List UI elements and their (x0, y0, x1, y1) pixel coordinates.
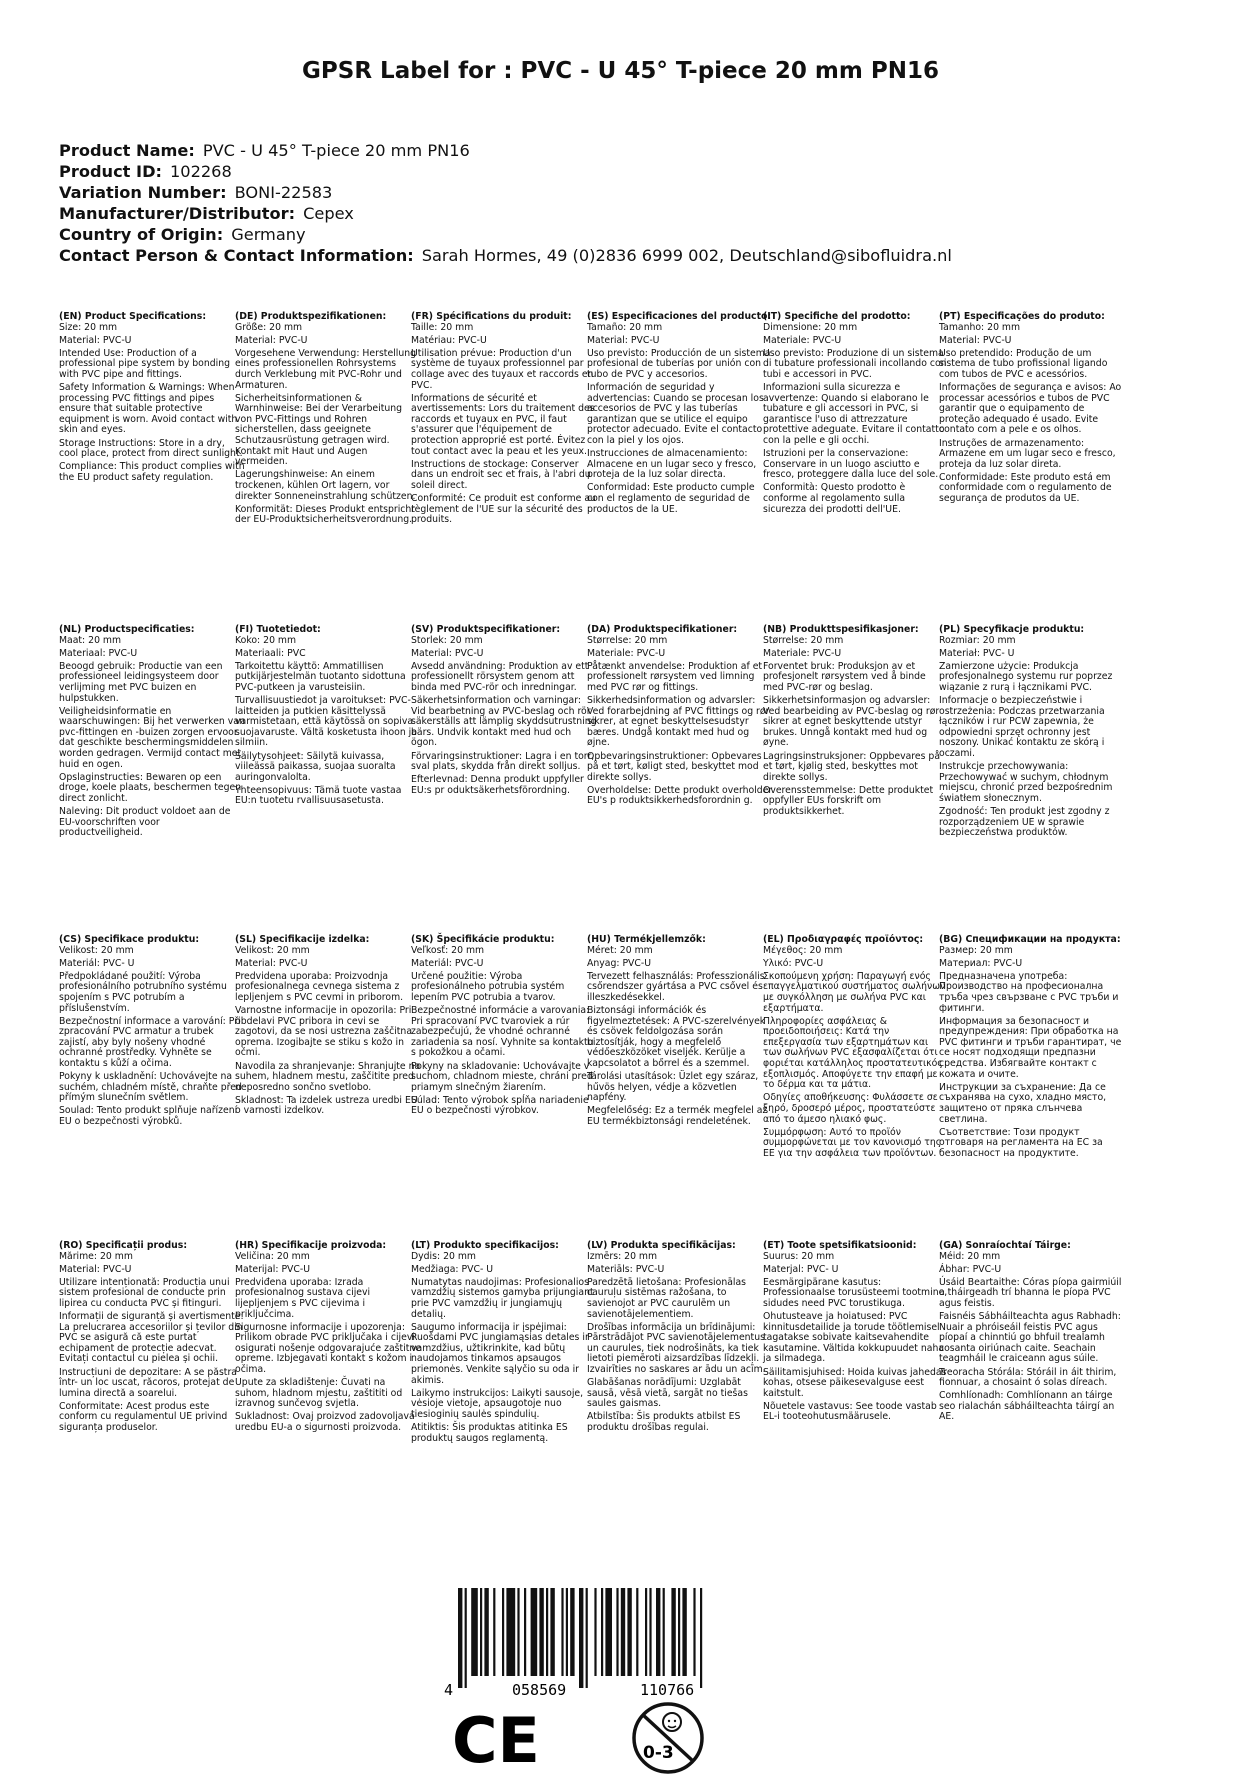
age-warning-icon (630, 1700, 706, 1776)
ce-mark-icon (452, 1710, 542, 1770)
barcode-bar (621, 1588, 625, 1676)
spec-block (235, 1241, 421, 1436)
spec-line: Avsedd användning: Produktion av ett professionellt rörsystem genom att binda med PVC-rör och inredningar. (411, 660, 589, 693)
spec-block (939, 935, 1125, 1162)
spec-line: Størrelse: 20 mm (587, 634, 668, 646)
spec-line: Informations de sécurité et avertissements: Lors du traitement des raccords et tuyaux en PVC, il faut s'assurer que l'équipement de protection approprié est porté. Évitez tout contact avec la peau et les yeux. (411, 392, 595, 457)
spec-line: Istruzioni per la conservazione: Conservare in un luogo asciutto e fresco, proteggere dalla luce del sole. (763, 448, 939, 481)
spec-line: Lagringsinstruksjoner: Oppbevares på et tørt, kjølig sted, beskyttes mot direkte sollys. (763, 750, 941, 783)
spec-title: (BG) Спецификации на продукта: (939, 934, 1121, 945)
barcode-bar (579, 1588, 583, 1688)
spec-line: Μέγεθος: 20 mm (763, 944, 843, 956)
spec-line: Size: 20 mm (59, 321, 118, 333)
spec-line: Lagerungshinweise: An einem trockenen, kühlen Ort lagern, vor direkter Sonneneinstrahlung schützen. (235, 469, 416, 502)
barcode-bar (627, 1588, 631, 1676)
barcode-bar (656, 1588, 660, 1676)
spec-block (411, 625, 597, 799)
spec-line: Material: PVC-U (587, 334, 660, 346)
spec-title: (LV) Produkta specifikācijas: (587, 1240, 736, 1251)
barcode-bar (471, 1588, 478, 1676)
barcode-bar (649, 1588, 651, 1676)
svg-text:0-3: 0-3 (643, 1743, 674, 1763)
spec-line: Σκοπούμενη χρήση: Παραγωγή ενός επαγγελματικού συστήματος σωλήνων με συγκόλληση με σωλήνα PVC και εξαρτήματα. (763, 970, 946, 1014)
barcode-bar (517, 1588, 519, 1676)
spec-block (763, 625, 949, 820)
spec-line: Säilytysohjeet: Säilytä kuivassa, viileässä paikassa, suojaa suoralta auringonvalolta. (235, 750, 396, 783)
spec-line: Conformité: Ce produit est conforme au règlement de l'UE sur la sécurité des produits. (411, 493, 596, 526)
spec-line: Anyag: PVC-U (587, 957, 652, 969)
spec-line: Súlad: Tento výrobok spĺňa nariadenie EU o bezpečnosti výrobkov. (411, 1094, 589, 1117)
spec-line: Informazioni sulla sicurezza e avvertenze: Quando si elaborano le tubature e gli accessori in PVC, si garantisce l'uso di attrezzature protettive adeguate. Evitare il contatto con la pelle e gli occhi. (763, 382, 945, 447)
barcode-bar (682, 1588, 686, 1676)
spec-line: Material: PVC-U (939, 334, 1012, 346)
barcode-bar (616, 1588, 618, 1676)
svg-text:CE: CE (452, 1710, 540, 1770)
spec-line: Informacje o bezpieczeństwie i ostrzeżenia: Podczas przetwarzania łączników i rur PCW zapewnia, że odpowiedni sprzęt ochronny jest noszony. Unikać kontaktu ze skórą i oczami. (939, 695, 1105, 760)
spec-title: (DE) Produktspezifikationen: (235, 311, 387, 322)
spec-line: Určené použitie: Výroba profesionálneho potrubia systém lepením PVC potrubia a tvarov. (411, 970, 565, 1003)
spec-line: Veiligheidsinformatie en waarschuwingen: Bij het verwerken van pvc-fittingen en -buizen zorgen ervoor dat geschikte beschermingsmiddelen worden gedragen. Vermijd contact met huid en ogen. (59, 705, 245, 770)
spec-title: (NL) Productspecificaties: (59, 624, 195, 635)
spec-title: (LT) Produkto specifikacijos: (411, 1240, 559, 1251)
barcode-bar (524, 1588, 526, 1676)
barcode-bar (506, 1588, 515, 1676)
spec-line: Materiale: PVC-U (763, 334, 842, 346)
spec-title: (HU) Termékjellemzők: (587, 934, 706, 945)
spec-line: Materiál: PVC-U (411, 957, 484, 969)
spec-line: Uso previsto: Producción de un sistema profesional de tuberías por unión con tubo de PVC y accesorios. (587, 347, 771, 380)
spec-line: Velikost: 20 mm (59, 944, 134, 956)
barcode-bar (645, 1588, 647, 1676)
spec-line: Naleving: Dit product voldoet aan de EU-voorschriften voor productveiligheid. (59, 806, 231, 839)
barcode-digits-right: 110766 (640, 1681, 695, 1698)
info-country: Country of Origin: Germany (59, 225, 306, 244)
spec-line: Atitiktis: Šis produktas atitinka ES produktų saugos reglamentą. (411, 1422, 568, 1444)
barcode-bar (539, 1588, 543, 1676)
spec-line: Koko: 20 mm (235, 634, 297, 646)
info-product-id: Product ID: 102268 (59, 162, 232, 181)
spec-line: Tervezett felhasználás: Professzionális csőrendszer gyártása a PVC csővel és illeszkedésekkel. (587, 970, 765, 1003)
spec-line: Информация за безопасност и предупреждения: При обработка на PVC фитинги и тръби гарантират, че се носят подходящи предпазни средства. Избягвайте контакт с кожата и очите. (939, 1015, 1122, 1080)
spec-line: Predvidena uporaba: Proizvodnja profesionalnega cevnega sistema z lepljenjem s PVC cevmi in priborom. (235, 970, 404, 1003)
spec-line: Tárolási utasítások: Üzlet egy száraz, hűvös helyen, védje a közvetlen napfény. (587, 1071, 759, 1104)
spec-block (587, 312, 773, 518)
spec-line: Sicherheitsinformationen & Warnhinweise: Bei der Verarbeitung von PVC-Fittings und Rohren sicherstellen, dass geeignete Schutzausrüstung getragen wird. Kontakt mit Haut und Augen vermeiden. (235, 392, 403, 468)
spec-line: Veličina: 20 mm (235, 1250, 310, 1262)
spec-line: Materiaali: PVC (235, 647, 306, 659)
spec-line: Zamierzone użycie: Produkcja profesjonalnego systemu rur poprzez wiązanie z rurą i łącznikami PVC. (939, 660, 1113, 693)
spec-line: Suurus: 20 mm (763, 1250, 835, 1262)
spec-line: Informações de segurança e avisos: Ao processar acessórios e tubos de PVC garantir que o equipamento de proteção adequado é usado. Evite contato com a pele e os olhos. (939, 382, 1122, 436)
spec-line: Materjal: PVC- U (763, 1263, 839, 1275)
spec-title: (EN) Product Specifications: (59, 311, 207, 322)
spec-line: Storage Instructions: Store in a dry, cool place, protect from direct sunlight. (59, 437, 243, 460)
spec-title: (ET) Toote spetsifikatsioonid: (763, 1240, 917, 1251)
spec-block (939, 1241, 1125, 1426)
spec-line: Pokyny k uskladnění: Uchovávejte na suchém, chladném místě, chraňte před přímým slunečním světlem. (59, 1071, 242, 1104)
spec-block (411, 312, 597, 528)
barcode-bar (484, 1588, 488, 1676)
spec-line: Utilisation prévue: Production d'un système de tuyaux professionnel par collage avec des tuyaux et raccords en PVC. (411, 347, 594, 391)
spec-line: Izmērs: 20 mm (587, 1250, 658, 1262)
spec-block (587, 625, 773, 810)
spec-line: Biztonsági információk és figyelmeztetések: A PVC-szerelvények és csövek feldolgozása során biztosítják, hogy a megfelelő védőeszközöket viseljék. Kerülje a kapcsolatot a bőrrel és a szemmel. (587, 1005, 766, 1070)
product-info (59, 140, 1199, 266)
spec-line: Zgodność: Ten produkt jest zgodny z rozporządzeniem UE w sprawie bezpieczeństwa produktów. (939, 806, 1110, 839)
barcode-digits-left: 058569 (512, 1681, 567, 1698)
spec-title: (SV) Produktspecifikationer: (411, 624, 561, 635)
spec-line: Glabāšanas norādījumi: Uzglabāt sausā, vēsā vietā, sargāt no tiešas saules gaismas. (587, 1377, 748, 1410)
spec-title: (RO) Specificații produs: (59, 1240, 188, 1251)
spec-line: Předpokládané použití: Výroba profesionálního potrubního systému spojením s PVC potrubím a příslušenstvím. (59, 970, 227, 1014)
barcode-bar (586, 1588, 588, 1688)
barcode-bar (700, 1588, 702, 1688)
spec-line: Material: PVC-U (411, 647, 484, 659)
spec-line: Bezpečnostní informace a varování: Při zpracování PVC armatur a trubek zajistí, aby byly nošeny vhodné ochranné prostředky. Vyhněte se kontaktu s kůží a očima. (59, 1015, 241, 1070)
spec-line: Sikkerhedsinformation og advarsler: Ved forarbejdning af PVC fittings og rør sikrer, at egnet beskyttelsesudstyr bæres. Undgå kontakt med hud og øjne. (587, 695, 770, 749)
spec-title: (IT) Specifiche del prodotto: (763, 311, 911, 322)
spec-block (59, 1241, 245, 1436)
spec-title: (HR) Specifikacije proizvoda: (235, 1240, 387, 1251)
spec-line: Taille: 20 mm (411, 321, 474, 333)
spec-title: (CS) Specifikace produktu: (59, 934, 200, 945)
spec-title: (PL) Specyfikacje produktu: (939, 624, 1085, 635)
spec-line: Safety Information & Warnings: When processing PVC fittings and pipes ensure that suitable protective equipment is worn. Avoid contact with skin and eyes. (59, 382, 238, 436)
spec-line: Säilitamisjuhised: Hoida kuivas jahedas kohas, otsese päikesevalguse eest kaitstult. (763, 1366, 947, 1399)
spec-title: (GA) Sonraíochtaí Táirge: (939, 1240, 1071, 1251)
spec-block (235, 625, 421, 810)
spec-title: (FI) Tuotetiedot: (235, 624, 321, 635)
spec-line: Instrucțiuni de depozitare: A se păstra într- un loc uscat, răcoros, protejat de lumina directă a soarelui. (59, 1366, 237, 1399)
spec-line: Varnostne informacije in opozorila: Pri obdelavi PVC pribora in cevi se zagotovi, da se nosi ustrezna zaščitna oprema. Izogibajte se stiku s kožo in očmi. (235, 1005, 413, 1059)
spec-line: Sikkerhetsinformasjon og advarsler: Ved bearbeiding av PVC-beslag og rør sikrer at egnet beskyttende utstyr brukes. Unngå kontakt med hud og øyne. (763, 695, 940, 749)
spec-title: (EL) Προδιαγραφές προϊόντος: (763, 934, 924, 945)
spec-line: Säkerhetsinformation och varningar: Vid bearbetning av PVC-beslag och rör säkerställs att lämplig skyddsutrustning bärs. Undvik kontakt med hud och ögon. (411, 695, 597, 749)
barcode-bar (561, 1588, 563, 1676)
barcode-bar (458, 1588, 462, 1688)
info-contact: Contact Person & Contact Information: Sarah Hormes, 49 (0)2836 6999 002, Deutschland@sibofluidra.nl (59, 246, 952, 265)
spec-line: Υλικό: PVC-U (763, 957, 824, 969)
info-product-name: Product Name: PVC - U 45° T-piece 20 mm PN16 (59, 141, 470, 160)
spec-line: Pokyny na skladovanie: Uchovávajte v suchom, chladnom mieste, chráni pred priamym slnečným žiarením. (411, 1060, 593, 1093)
spec-block (763, 312, 949, 518)
barcode-bar (671, 1588, 675, 1676)
spec-line: Veľkosť: 20 mm (411, 944, 485, 956)
spec-line: Compliance: This product complies with the EU product safety regulation. (59, 461, 245, 483)
barcode-bar (546, 1588, 548, 1676)
spec-line: Yhteensopivuus: Tämä tuote vastaa EU:n tuotetu rvallisuusasetusta. (235, 784, 402, 807)
spec-line: Instructions de stockage: Conserver dans un endroit sec et frais, à l'abri du soleil direct. (411, 458, 591, 491)
spec-line: Méid: 20 mm (939, 1250, 1001, 1262)
barcode-bar (480, 1588, 482, 1676)
spec-line: Overholdelse: Dette produkt overholder EU's p roduktsikkerhedsforordnin g. (587, 784, 773, 807)
spec-line: Laikymo instrukcijos: Laikyti sausoje, vėsioje vietoje, apsaugotoje nuo tiesioginių saulės spindulių. (411, 1387, 584, 1420)
spec-line: Conformitate: Acest produs este conform cu regulamentul UE privind siguranța produselor. (59, 1400, 228, 1433)
spec-line: Material: PVC-U (235, 334, 308, 346)
spec-line: Materiaal: PVC-U (59, 647, 138, 659)
barcode-bar (693, 1588, 695, 1676)
spec-line: Materijal: PVC-U (235, 1263, 311, 1275)
spec-line: Upute za skladištenje: Čuvati na suhom, hladnom mjestu, zaštititi od izravnog sunčevog svjetla. (235, 1377, 403, 1410)
spec-line: Medžiaga: PVC- U (411, 1263, 494, 1275)
barcode-bar (678, 1588, 680, 1676)
spec-line: Påtænkt anvendelse: Produktion af et professionelt rørsystem ved limning med PVC rør og fittings. (587, 660, 763, 693)
spec-line: Материал: PVC-U (939, 957, 1023, 969)
spec-line: Οδηγίες αποθήκευσης: Φυλάσσετε σε ξηρό, δροσερό μέρος, προστατεύστε από το άμεσο ηλιακό φως. (763, 1092, 938, 1125)
spec-line: Overensstemmelse: Dette produktet oppfyller EUs forskrift om produktsikkerhet. (763, 784, 934, 817)
spec-line: Instrucciones de almacenamiento: Almacene en un lugar seco y fresco, proteja de la luz solar directa. (587, 448, 757, 481)
spec-title: (PT) Especificações do produto: (939, 311, 1105, 322)
info-variation-number: Variation Number: BONI-22583 (59, 183, 333, 202)
spec-line: Ohutusteave ja hoiatused: PVC kinnitusdetailide ja torude töötlemisel tagatakse sobivate kaitsevahendite kasutamine. Vältida kokkupuudet naha ja silmadega. (763, 1311, 945, 1365)
spec-line: Инструкции за съхранение: Да се съхранява на сухо, хладно място, защитено от пряка слънчева светлина. (939, 1081, 1107, 1125)
spec-line: Ábhar: PVC-U (939, 1263, 1002, 1275)
spec-line: Størrelse: 20 mm (763, 634, 844, 646)
spec-line: Dydis: 20 mm (411, 1250, 476, 1262)
spec-line: Material: PVC-U (59, 1263, 132, 1275)
barcode-bar (465, 1588, 467, 1688)
spec-line: Velikost: 20 mm (235, 944, 310, 956)
spec-line: Предназначена употреба: Производство на професионална тръба чрез свързване с PVC тръби и фитинги. (939, 970, 1119, 1014)
spec-line: Faisnéis Sábháilteachta agus Rabhadh: Nuair a phróiseáil feistis PVC agus píopaí a chinntiú go bhfuil trealamh cosanta oiriúnach caite. Seachain teagmháil le craiceann agus súile. (939, 1311, 1121, 1365)
spec-line: Intended Use: Production of a professional pipe system by bonding with PVC pipe and fittings. (59, 347, 231, 380)
spec-line: Material: PVC-U (235, 957, 308, 969)
spec-line: Megfelelőség: Ez a termék megfelel az EU termékbiztonsági rendeletének. (587, 1105, 768, 1127)
spec-line: Συμμόρφωση: Αυτό το προϊόν συμμορφώνεται με τον κανονισμό της ΕΕ για την ασφάλεια των προϊόντων. (763, 1126, 942, 1159)
spec-line: Storlek: 20 mm (411, 634, 483, 646)
spec-line: Informații de siguranță și avertismente: La prelucrarea accesoriilor și țevilor din PVC se asigură că este purtat echipament de protecție adecvat. Evitați contactul cu pielea și ochii. (59, 1311, 244, 1365)
spec-line: Úsáid Beartaithe: Córas píopa gairmiúil a tháirgeadh trí bhanna le píopa PVC agus feistis. (939, 1276, 1122, 1309)
spec-line: Tarkoitettu käyttö: Ammatillisen putkijärjestelmän tuotanto sidottuna PVC-putkeen ja varusteisiin. (235, 660, 406, 693)
spec-line: Paredzētā lietošana: Profesionālas cauruļu sistēmas ražošana, to savienojot ar PVC caurulēm un savienotājelementiem. (587, 1276, 747, 1320)
spec-line: Comhlíonadh: Comhlíonann an táirge seo rialachán sábháilteachta táirgí an AE. (939, 1390, 1115, 1423)
spec-line: Eesmärgipärane kasutus: Professionaalse torusüsteemi tootmine, sidudes need PVC torustikuga. (763, 1276, 948, 1309)
barcode-bar (663, 1588, 665, 1676)
barcode-bar (594, 1588, 596, 1676)
spec-line: Atbilstība: Šis produkts atbilst ES produktu drošības regulai. (587, 1411, 741, 1433)
spec-line: Materiale: PVC-U (587, 647, 666, 659)
spec-block (763, 935, 949, 1162)
spec-line: Numatytas naudojimas: Profesionalios vamzdžių sistemos gamyba prijungiant prie PVC vamzdžių ir jungiamųjų detalių. (411, 1276, 594, 1320)
info-manufacturer: Manufacturer/Distributor: Cepex (59, 204, 354, 223)
spec-title: (ES) Especificaciones del producto: (587, 311, 772, 322)
spec-line: Predviđena uporaba: Izrada profesionalnog sustava cijevi lijepljenjem s PVC cijevima i priključcima. (235, 1276, 371, 1320)
spec-title: (DA) Produktspecifikationer: (587, 624, 738, 635)
spec-line: Conformità: Questo prodotto è conforme al regolamento sulla sicurezza dei prodotti dell'UE. (763, 482, 906, 515)
spec-line: Drošības informācija un brīdinājumi: Pārstrādājot PVC savienotājelementus un caurules, tiek nodrošināts, ka tiek lietoti piemēroti aizsardzības līdzekļi. Izvairīties no saskares ar ādu un acīm. (587, 1321, 766, 1376)
spec-block (59, 312, 245, 486)
spec-line: Turvallisuustiedot ja varoitukset: PVC-laitteiden ja putkien käsittelyssä varmistetaan, että käytössä on sopiva suojavaruste. Vältä kosketusta ihoon ja silmiin. (235, 695, 417, 749)
spec-block (939, 312, 1125, 507)
spec-line: Treoracha Stórála: Stóráil in áit thirim, fionnuar, a chosaint ó solas díreach. (939, 1366, 1117, 1389)
spec-line: Beoogd gebruik: Productie van een professioneel leidingsysteem door verlijming met PVC buizen en hulpstukken. (59, 660, 223, 704)
barcode-bar (605, 1588, 612, 1676)
spec-block (411, 1241, 597, 1447)
spec-line: Conformidad: Este producto cumple con el reglamento de seguridad de productos de la UE. (587, 482, 755, 515)
spec-block (59, 935, 245, 1130)
spec-line: Dimensione: 20 mm (763, 321, 858, 333)
barcode (440, 1588, 750, 1698)
spec-line: Opslaginstructies: Bewaren op een droge, koele plaats, beschermen tegen direct zonlicht. (59, 771, 242, 804)
spec-block (235, 935, 421, 1120)
spec-block (587, 1241, 773, 1436)
spec-title: (SK) Špecifikácie produktu: (411, 934, 555, 945)
spec-title: (FR) Spécifications du produit: (411, 311, 572, 322)
spec-line: Съответствие: Този продукт отговаря на регламента на ЕС за безопасност на продуктите. (939, 1126, 1103, 1159)
spec-line: Información de seguridad y advertencias: Cuando se procesan los accesorios de PVC y las tuberías garantizan que se utilice el equipo protector adecuado. Evite el contacto con la piel y los ojos. (587, 382, 764, 447)
spec-line: Uso previsto: Produzione di un sistema di tubature professionali incollando con tubi e accessori in PVC. (763, 347, 947, 380)
barcode-bar (636, 1588, 638, 1676)
spec-line: Materiał: PVC- U (939, 647, 1015, 659)
barcode-bar (502, 1588, 504, 1676)
barcode-bar (566, 1588, 568, 1676)
spec-line: Πληροφορίες ασφάλειας & προειδοποιήσεις: Κατά την επεξεργασία των εξαρτημάτων και των σωλήνων PVC εξασφαλίζεται ότι φοριέται κατάλληλος προστατευτικός εξοπλισμός. Αποφύγετε την επαφή με το δέρμα και τα μάτια. (763, 1015, 943, 1091)
spec-line: Nõuetele vastavus: See toode vastab EL-i tooteohutusmäärusele. (763, 1400, 937, 1423)
spec-line: Förvaringsinstruktioner: Lagra i en torr, sval plats, skydda från direkt solljus. (411, 750, 595, 773)
spec-line: Utilizare intenționată: Producția unui sistem profesional de conducte prin lipirea cu conducta PVC și fitinguri. (59, 1276, 230, 1309)
spec-line: Uso pretendido: Produção de um sistema de tubo profissional ligando com tubos de PVC e acessórios. (939, 347, 1108, 380)
spec-line: Saugumo informacija ir įspėjimai: Ruošdami PVC jungiamąsias detales ir vamzdžius, užtikrinkite, kad būtų naudojamos tinkamos apsaugos priemonės. Venkite sąlyčio su oda ir akimis. (411, 1321, 589, 1386)
spec-line: Materiál: PVC- U (59, 957, 135, 969)
spec-line: Größe: 20 mm (235, 321, 303, 333)
spec-line: Konformität: Dieses Produkt entspricht der EU-Produktsicherheitsverordnung. (235, 503, 415, 526)
spec-line: Instruções de armazenamento: Armazene em um lugar seco e fresco, proteja da luz solar direta. (939, 437, 1116, 470)
barcode-bar (570, 1588, 574, 1676)
barcode-bar (531, 1588, 538, 1676)
spec-title: (NB) Produkttspesifikasjoner: (763, 624, 919, 635)
spec-line: Tamaño: 20 mm (587, 321, 663, 333)
spec-block (939, 625, 1125, 841)
spec-line: Bezpečnostné informácie a varovania: Pri spracovaní PVC tvaroviek a rúr zabezpečujú, že vhodné ochranné zariadenia sa nosí. Vyhnite sa kontaktu s pokožkou a očami. (411, 1005, 594, 1059)
spec-line: Vorgesehene Verwendung: Herstellung eines professionellen Rohrsystems durch Verklebung mit PVC-Rohr und Armaturen. (235, 347, 417, 391)
spec-line: Navodila za shranjevanje: Shranjujte na suhem, hladnem mestu, zaščitite pred neposredno sončno svetlobo. (235, 1060, 421, 1093)
spec-line: Размер: 20 mm (939, 944, 1013, 956)
barcode-bar (493, 1588, 495, 1676)
spec-line: Maat: 20 mm (59, 634, 122, 646)
spec-line: Soulad: Tento produkt splňuje nařízení EU o bezpečnosti výrobků. (59, 1105, 238, 1127)
spec-line: Tamanho: 20 mm (939, 321, 1021, 333)
barcode-bar (550, 1588, 554, 1676)
spec-line: Forventet bruk: Produksjon av et profesjonelt rørsystem ved å binde med PVC-rør og beslag. (763, 660, 926, 693)
spec-line: Material: PVC-U (59, 334, 132, 346)
page-title: GPSR Label for : PVC - U 45° T-piece 20 mm PN16 (302, 58, 939, 84)
spec-title: (SL) Specifikacije izdelka: (235, 934, 370, 945)
spec-line: Mărime: 20 mm (59, 1250, 133, 1262)
spec-block (587, 935, 773, 1130)
spec-line: Sukladnost: Ovaj proizvod zadovoljava uredbu EU-a o sigurnosti proizvoda. (235, 1411, 415, 1433)
barcode-digit-first: 4 (444, 1681, 454, 1698)
spec-line: Méret: 20 mm (587, 944, 653, 956)
spec-line: Efterlevnad: Denna produkt uppfyller EU:s pr oduktsäkerhetsförordning. (411, 774, 584, 796)
spec-line: Materiale: PVC-U (763, 647, 842, 659)
spec-line: Sigurnosne informacije i upozorenja: Prilikom obrade PVC priključaka i cijevi osigurati nošenje odgovarajuće zaštitne opreme. Izbjegavati kontakt s kožom i očima. (235, 1321, 421, 1376)
spec-line: Conformidade: Este produto está em conformidade com o regulamento de segurança de produtos da UE. (939, 471, 1112, 504)
spec-block (411, 935, 597, 1120)
spec-line: Rozmiar: 20 mm (939, 634, 1016, 646)
spec-block (235, 312, 421, 528)
spec-line: Skladnost: Ta izdelek ustreza uredbi EU o varnosti izdelkov. (235, 1094, 418, 1117)
spec-line: Matériau: PVC-U (411, 334, 487, 346)
barcode-bar (601, 1588, 603, 1676)
spec-line: Opbevaringsinstruktioner: Opbevares på et tørt, køligt sted, beskyttet mod direkte sollys. (587, 750, 762, 783)
spec-block (59, 625, 245, 841)
spec-line: Materiāls: PVC-U (587, 1263, 665, 1275)
spec-line: Instrukcje przechowywania: Przechowywać w suchym, chłodnym miejscu, chronić przed bezpośrednim światłem słonecznym. (939, 761, 1113, 804)
spec-block (763, 1241, 949, 1426)
